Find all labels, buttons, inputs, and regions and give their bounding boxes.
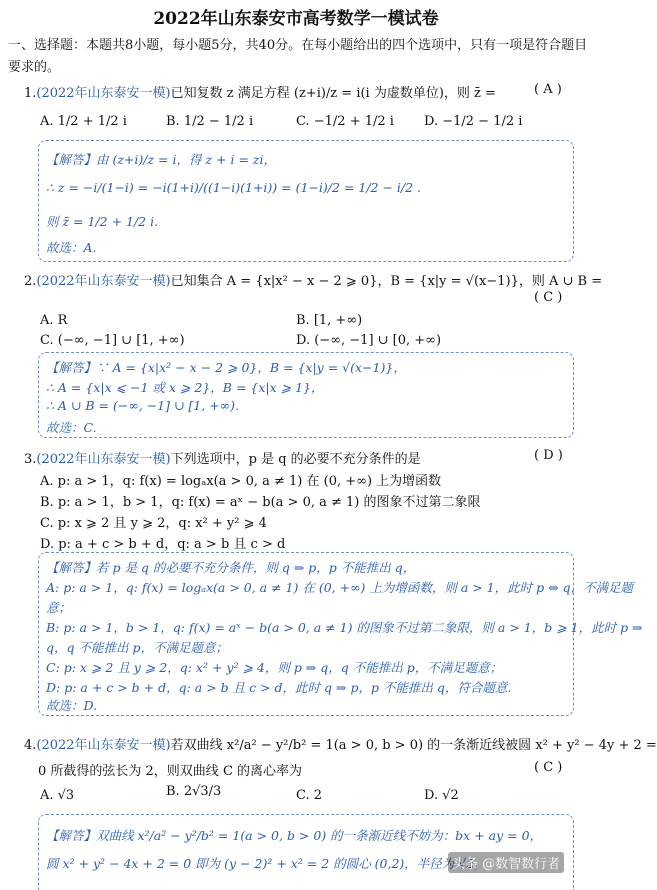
q3-sol-1: 【解答】若 p 是 q 的必要不充分条件，则 q ⇒ p，p 不能推出 q，	[46, 560, 416, 575]
q3-option-c: C. p: x ⩾ 2 且 y ⩾ 2，q: x² + y² ⩾ 4	[40, 516, 267, 531]
q3-sol-6: C: p: x ⩾ 2 且 y ⩾ 2，q: x² + y² ⩾ 4，则 p ⇒ q，q 不能推出 p，不满足题意；	[46, 660, 503, 675]
q3-sol-7: D: p: a + c > b + d，q: a > b 且 c > d，此时 q ⇒ p，p 不能推出 q，符合题意.	[46, 680, 512, 695]
q2-option-a: A. R	[40, 313, 68, 328]
q4-sol-2: 圆 x² + y² − 4x + 2 = 0 即为 (y − 2)² + x² = 2 的圆心 (0,2)，半径为 √2，	[46, 856, 487, 871]
q1-option-c: C. −1/2 + 1/2 i	[296, 114, 394, 129]
q3-sol-8: 故选：D.	[46, 698, 98, 713]
q3-answer: ( D )	[534, 448, 563, 463]
q2-option-c: C. (−∞, −1] ∪ [1, +∞)	[40, 333, 185, 348]
q4-option-d: D. √2	[424, 788, 459, 803]
q2-option-b: B. [1, +∞)	[296, 313, 363, 328]
question-3	[24, 448, 421, 467]
q2-option-d: D. (−∞, −1] ∪ [0, +∞)	[296, 333, 442, 348]
q1-num: 1.	[24, 86, 37, 101]
q3-option-d: D. p: a + c > b + d，q: a > b 且 c > d	[40, 537, 286, 552]
q3-option-b: B. p: a > 1，b > 1，q: f(x) = aˣ − b(a > 0, a ≠ 1) 的图象不过第二象限	[40, 495, 481, 510]
q1-answer: ( A )	[534, 82, 562, 97]
q2-sol-3: ∴ A ∪ B = (−∞, −1] ∪ [1, +∞).	[46, 398, 239, 413]
q1-sol-4: 故选：A.	[46, 240, 97, 255]
q3-sol-4: B: p: a > 1，b > 1，q: f(x) = aˣ − b(a > 0, a ≠ 1) 的图象不过第二象限，则 a > 1，b ⩾ 1，此时 p ⇒	[46, 620, 643, 635]
q4-num: 4.	[24, 738, 37, 753]
q1-sol-2: ∴ z = −i/(1−i) = −i(1+i)/((1−i)(1+i)) = (1−i)/2 = 1/2 − i/2 .	[46, 180, 422, 195]
watermark: 头条 @数智数行者	[448, 852, 564, 873]
q1-option-b: B. 1/2 − 1/2 i	[166, 114, 254, 129]
q3-source: (2022年山东泰安一模)	[36, 452, 171, 467]
q2-sol-4: 故选：C.	[46, 420, 97, 435]
q2-num: 2.	[24, 274, 37, 289]
q2-stem: 已知集合 A = {x|x² − x − 2 ⩾ 0}，B = {x|y = √(x−1)}，则 A ∪ B =	[170, 274, 603, 289]
q2-sol-2: ∴ A = {x|x ⩽ −1 或 x ⩾ 2}，B = {x|x ⩾ 1}，	[46, 380, 324, 395]
q3-stem: 下列选项中，p 是 q 的必要不充分条件的是	[170, 452, 421, 467]
q1-sol-1: 【解答】由 (z+i)/z = i，得 z + i = zi，	[46, 152, 276, 167]
q3-sol-3: 意；	[46, 600, 72, 615]
q3-sol-5: q，q 不能推出 p，不满足题意；	[46, 640, 228, 655]
q4-option-c: C. 2	[296, 788, 323, 803]
q3-num: 3.	[24, 452, 37, 467]
q3-sol-2: A: p: a > 1，q: f(x) = logₐx(a > 0, a ≠ 1) 在 (0, +∞) 上为增函数，则 a > 1，此时 p ⇔ q，不满足题	[46, 580, 634, 595]
q1-sol-3: 则 z̄ = 1/2 + 1/2 i.	[46, 214, 159, 229]
q1-stem: 已知复数 z 满足方程 (z+i)/z = i(i 为虚数单位)，则 z̄ =	[170, 86, 496, 101]
q2-sol-1: 【解答】∵ A = {x|x² − x − 2 ⩾ 0}，B = {x|y = √(x−1)}，	[46, 360, 406, 375]
question-1	[24, 82, 496, 101]
q4-stem: 若双曲线 x²/a² − y²/b² = 1(a > 0, b > 0) 的一条渐近线被圆 x² + y² − 4y + 2 =	[170, 738, 657, 753]
q3-option-a: A. p: a > 1，q: f(x) = logₐx(a > 0, a ≠ 1) 在 (0, +∞) 上为增函数	[40, 474, 442, 489]
q2-source: (2022年山东泰安一模)	[36, 274, 171, 289]
q4-sol-1: 【解答】双曲线 x²/a² − y²/b² = 1(a > 0, b > 0) 的一条渐近线不妨为：bx + ay = 0，	[46, 828, 543, 843]
q1-source: (2022年山东泰安一模)	[36, 86, 171, 101]
q4-answer: ( C )	[534, 760, 563, 775]
page-title: 2022年山东泰安市高考数学一模试卷	[153, 9, 439, 29]
question-2	[24, 270, 602, 289]
question-4	[24, 734, 657, 753]
question-4-cont: 0 所截得的弦长为 2，则双曲线 C 的离心率为	[38, 764, 303, 779]
q4-option-a: A. √3	[40, 788, 75, 803]
q4-source: (2022年山东泰安一模)	[36, 738, 171, 753]
q4-option-b: B. 2√3/3	[166, 784, 222, 799]
section-heading: 一、选择题：本题共8小题，每小题5分，共40分。在每小题给出的四个选项中，只有一项是符合题目	[8, 38, 588, 53]
q1-option-a: A. 1/2 + 1/2 i	[40, 114, 127, 129]
section-heading-cont: 要求的。	[8, 60, 61, 75]
q1-option-d: D. −1/2 − 1/2 i	[424, 114, 523, 129]
q2-answer: ( C )	[534, 290, 563, 305]
